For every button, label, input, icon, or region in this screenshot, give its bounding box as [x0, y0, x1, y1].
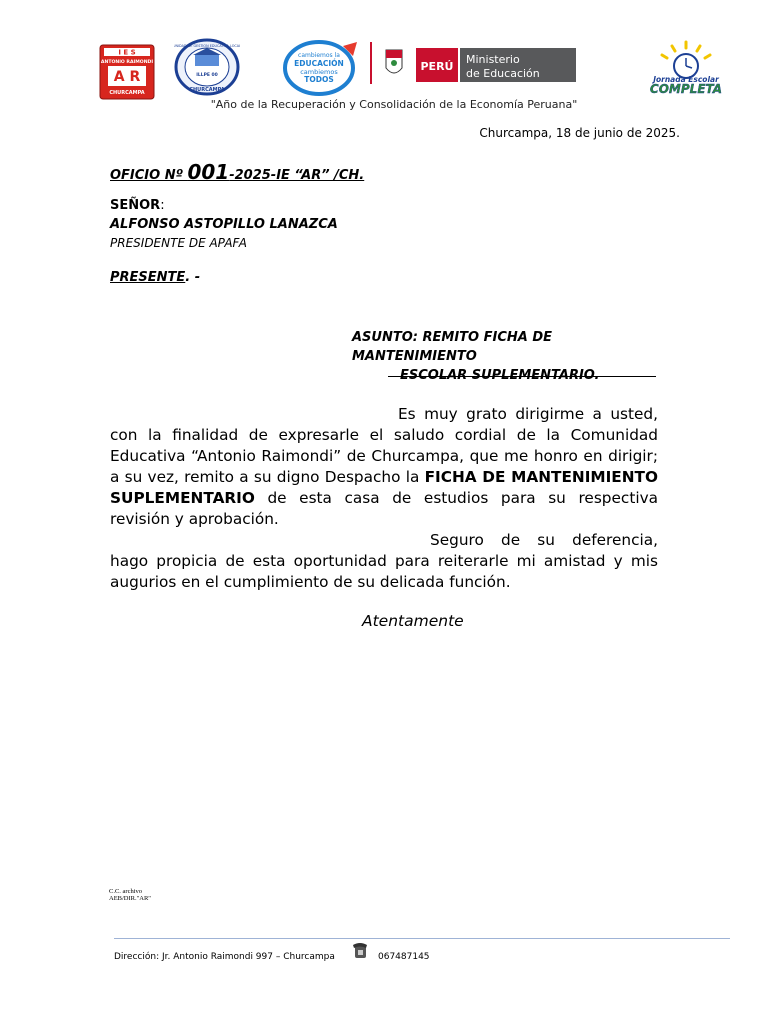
crest-line1: I E S	[118, 48, 136, 57]
school-crest-logo	[99, 44, 155, 100]
cambiemos-logo	[283, 38, 363, 96]
presente-suffix: . -	[185, 270, 201, 285]
salutation	[110, 198, 165, 213]
oficio-number: 001	[187, 160, 230, 184]
jec-logo	[638, 40, 734, 96]
minedu-logo	[370, 40, 576, 86]
subject-line2: ESCOLAR SUPLEMENTARIO.	[400, 368, 600, 383]
para1-bold-text: FICHA DE MANTENIMIENTO SUPLEMENTARIO	[110, 468, 658, 507]
jec-line2: COMPLETA	[649, 82, 723, 96]
salutation-text: SEÑOR	[110, 198, 161, 213]
minedu-banner	[370, 40, 576, 86]
recipient-name: ALFONSO ASTOPILLO LANAZCA	[110, 217, 338, 232]
closing: Atentamente	[362, 612, 464, 630]
footer-phone: 067487145	[378, 952, 430, 962]
cambiemos-logo-icon	[283, 38, 363, 96]
minedu-line1: Ministerio	[466, 53, 520, 66]
subject-underline	[388, 376, 656, 377]
ugel-seal-logo	[174, 38, 240, 96]
ugel-bottom-text: CHURCAMPA	[189, 87, 225, 93]
minedu-peru: PERÚ	[420, 60, 454, 73]
crest-mark: A R	[113, 69, 141, 85]
ugel-center-text: ILLPE 00	[196, 73, 218, 78]
cambiemos-line4: TODOS	[304, 75, 334, 84]
body-paragraph-2: Seguro de su deferencia, hago propicia de esta oportunidad para reiterarle mi amistad y mis augurios en el cumplimiento de su delicada función.	[110, 531, 658, 591]
minedu-line2: de Educación	[466, 67, 540, 80]
oficio-reference	[110, 160, 364, 184]
letter-date: Churcampa, 18 de junio de 2025.	[479, 126, 680, 140]
cambiemos-line3: cambiemos	[300, 68, 338, 76]
salutation-colon: :	[160, 198, 165, 213]
cc-line1: C.C. archivo	[109, 888, 143, 895]
cc-notes	[109, 888, 151, 902]
peru-shield-icon	[386, 50, 402, 73]
ugel-ring-text: UNIDAD DE GESTION EDUCATIVA LOCAL	[174, 44, 240, 48]
cambiemos-line1: cambiemos la	[298, 52, 340, 59]
ugel-seal-icon	[174, 38, 240, 96]
presente-line	[110, 270, 200, 285]
recipient-role: PRESIDENTE DE APAFA	[110, 236, 247, 250]
footer-rule	[114, 938, 730, 939]
telephone-icon	[352, 942, 368, 960]
jec-clock-icon	[638, 40, 734, 96]
year-motto: "Año de la Recuperación y Consolidación de la Economía Peruana"	[210, 98, 578, 111]
body-paragraph-1	[110, 404, 658, 530]
para1-text-a: Es muy grato dirigirme a usted, con la finalidad de expresarle el saludo cordial de la Comunidad Educativa “Antonio Raimondi” de Churcampa, que me honro en dirigir; a su vez, remito a su digno Despacho la	[110, 405, 658, 486]
para1-text-b: de esta casa de estudios para su respectiva revisión y aprobación.	[110, 489, 658, 528]
presente-text: PRESENTE	[110, 270, 186, 285]
cambiemos-line2: EDUCACIÓN	[294, 59, 344, 68]
footer-address: Dirección: Jr. Antonio Raimondi 997 – Churcampa	[114, 952, 335, 962]
crest-line2: ANTONIO RAIMONDI	[100, 60, 154, 65]
oficio-prefix: OFICIO Nº	[110, 168, 188, 183]
crest-line3: CHURCAMPA	[109, 90, 145, 96]
letter-body	[110, 404, 658, 593]
jec-line1: Jornada Escolar	[653, 75, 719, 84]
school-crest-icon	[99, 44, 155, 100]
cc-line2: AEB/DIR."AR"	[109, 895, 151, 902]
subject-line1: ASUNTO: REMITO FICHA DE MANTENIMIENTO	[352, 330, 553, 364]
oficio-suffix: -2025-IE “AR” /CH.	[229, 168, 365, 183]
